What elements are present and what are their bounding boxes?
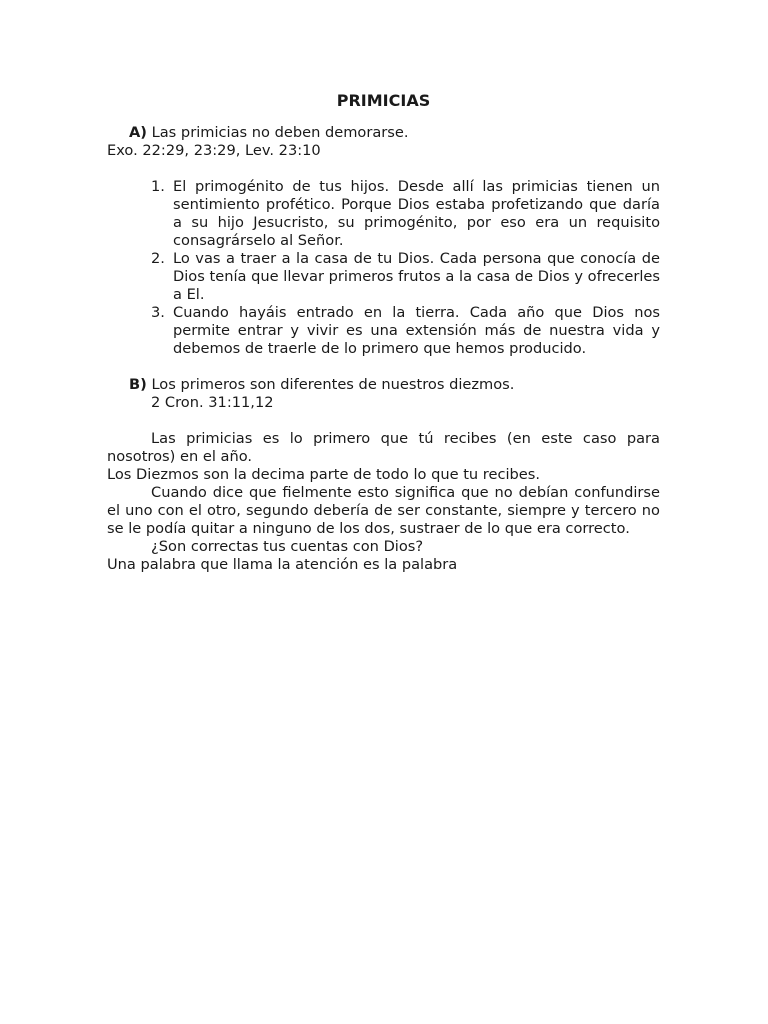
- section-a-reference: Exo. 22:29, 23:29, Lev. 23:10: [107, 142, 321, 159]
- list-item: [107, 178, 660, 250]
- body-paragraph: Los Diezmos son la decima parte de todo lo que tu recibes.: [107, 466, 541, 483]
- blank-line: [107, 358, 660, 376]
- body-paragraph: Una palabra que llama la atención es la palabra: [107, 556, 458, 573]
- list-item-number: 2.: [151, 250, 165, 267]
- section-a-letter: A): [129, 124, 147, 141]
- list-item: [107, 304, 660, 358]
- section-b-heading-text: Los primeros son diferentes de nuestros diezmos.: [151, 376, 515, 393]
- section-a-list: [107, 178, 660, 358]
- body-paragraph: Cuando dice que fielmente esto significa que no debían confundirse el uno con el otro, segundo debería de ser constante, siempre y tercero no se le podía quitar a ninguno de los dos, sustraer de lo que era correcto.: [107, 484, 660, 537]
- body-paragraph: Las primicias es lo primero que tú recibes (en este caso para nosotros) en el año.: [107, 430, 660, 465]
- document-content: [107, 91, 660, 574]
- section-b-letter: B): [129, 376, 147, 393]
- list-item-number: 1.: [151, 178, 165, 195]
- section-b-reference: 2 Cron. 31:11,12: [151, 394, 274, 411]
- list-item: [107, 250, 660, 304]
- list-item-text: Lo vas a traer a la casa de tu Dios. Cada persona que conocía de Dios tenía que llevar primeros frutos a la casa de Dios y ofrecerles a El.: [173, 250, 660, 303]
- blank-line: [107, 412, 660, 430]
- list-item-text: El primogénito de tus hijos. Desde allí las primicias tienen un sentimiento profético. Porque Dios estaba profetizando que daría a su hijo Jesucristo, su primogénito, por eso era un requisito consagrárselo al Señor.: [173, 178, 660, 249]
- section-a-heading: [107, 124, 660, 142]
- section-a-heading-text: Las primicias no deben demorarse.: [151, 124, 409, 141]
- blank-line: [107, 160, 660, 178]
- list-item-text: Cuando hayáis entrado en la tierra. Cada año que Dios nos permite entrar y vivir es una extensión más de nuestra vida y debemos de traerle de lo primero que hemos producido.: [173, 304, 660, 357]
- page-title: PRIMICIAS: [336, 91, 431, 110]
- list-item-number: 3.: [151, 304, 165, 321]
- body-paragraph: ¿Son correctas tus cuentas con Dios?: [151, 538, 424, 555]
- section-b-heading: [107, 376, 660, 394]
